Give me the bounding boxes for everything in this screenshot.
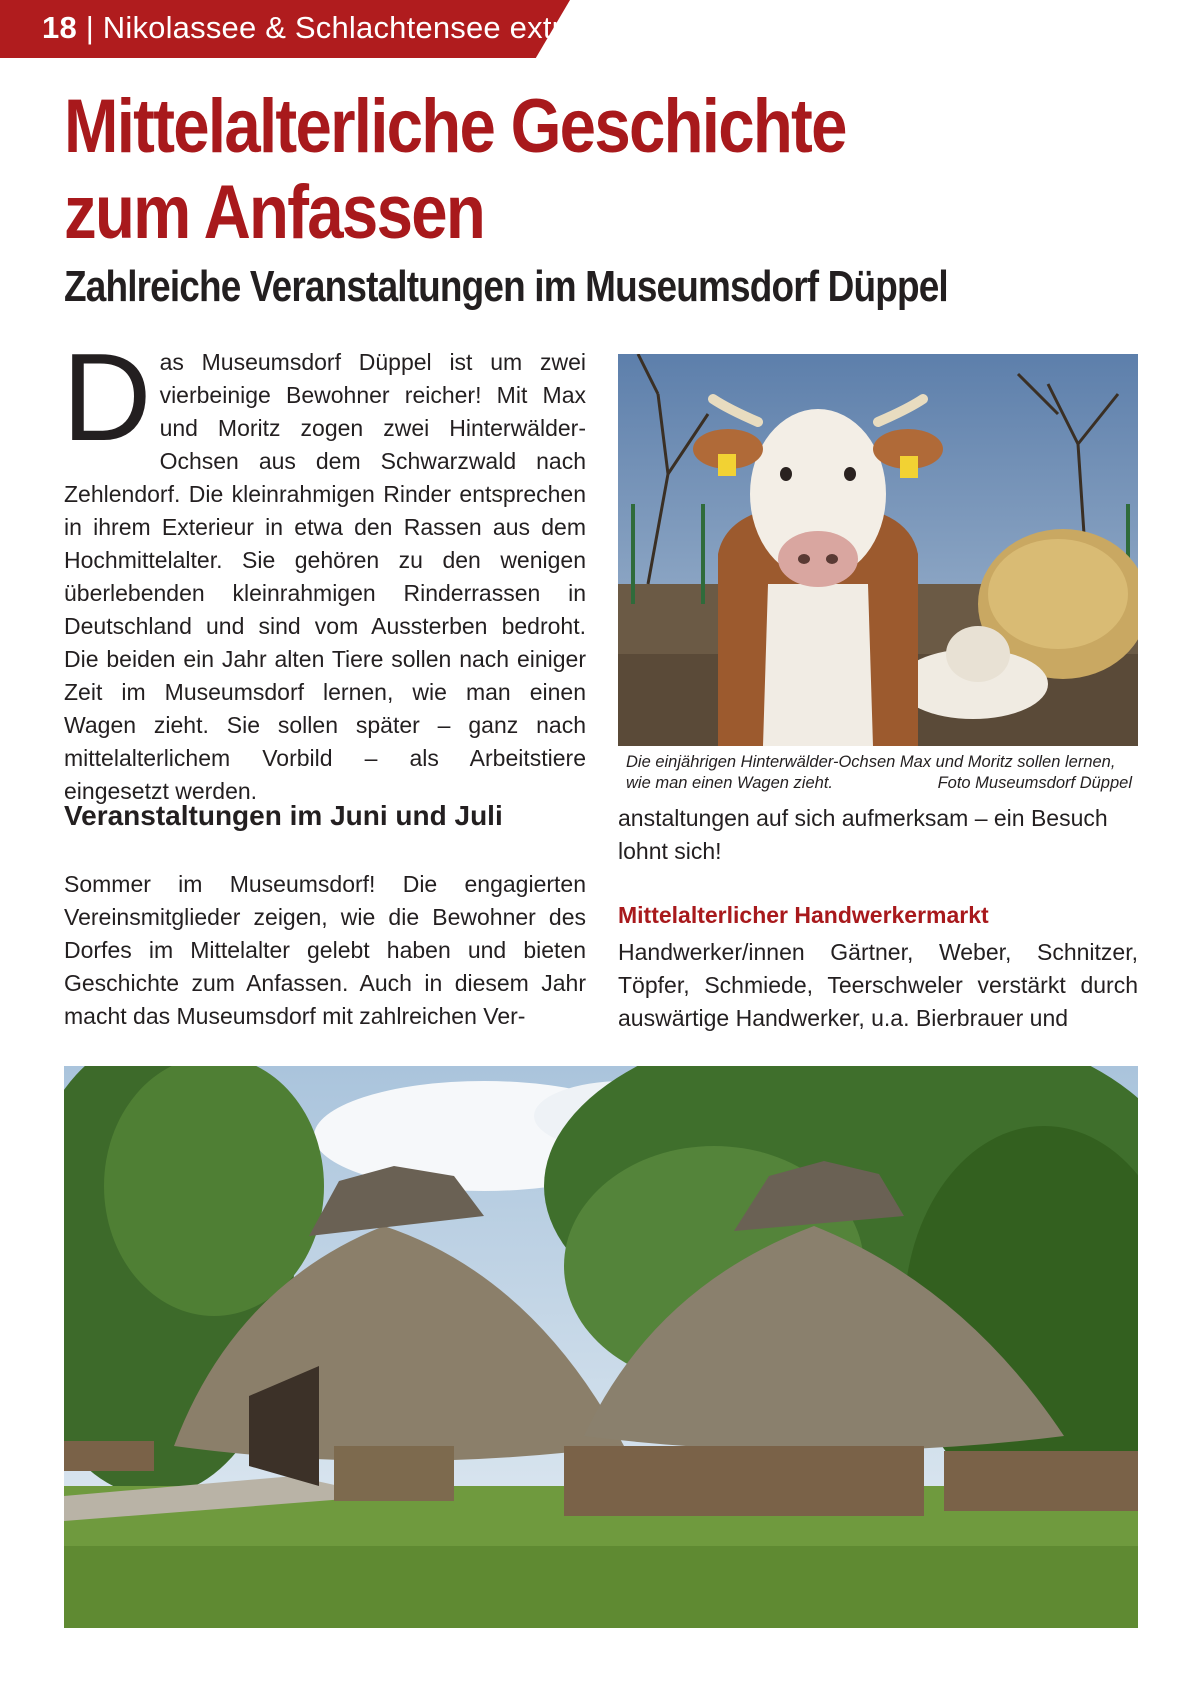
- page-subtitle: Zahlreiche Veranstaltungen im Museumsdorf Düppel: [64, 262, 948, 311]
- events-heading: Veranstaltungen im Juni und Juli: [64, 800, 503, 831]
- market-paragraph: [618, 936, 1138, 1035]
- events-text: Sommer im Museumsdorf! Die engagierten Vereinsmitglieder zeigen, wie die Bewohner des Dorfes im Mittelalter gelebt haben und bieten Geschichte zum Anfassen. Auch in diesem Jahr macht das Museumsdorf mit zahlreichen Ver-: [64, 871, 586, 1029]
- oxen-photo: [618, 354, 1138, 746]
- header-separator: |: [76, 10, 103, 45]
- market-heading: Mittelalterlicher Handwerkermarkt: [618, 902, 989, 928]
- events-continuation: [618, 802, 1138, 868]
- drop-cap: D: [62, 329, 152, 467]
- title-line-1: Mittelalterliche Geschichte: [64, 84, 846, 169]
- intro-text: as Museumsdorf Düppel ist um zwei vierbeinige Bewohner reicher! Mit Max und Moritz zogen zwei Hinterwälder-Ochsen aus dem Schwarzwald nach Zehlendorf. Die kleinrahmigen Rinder entsprechen in ihrem Exterieur in etwa den Rassen aus dem Hochmittelalter. Sie gehören zu den wenigen überlebenden kleinrahmigen Rinderrassen in Deutschland und sind vom Aussterben bedroht. Die beiden ein Jahr alten Tiere sollen nach einiger Zeit im Museumsdorf lernen, wie man einen Wagen zieht. Sie sollen später – ganz nach mittelalterlichem Vorbild – als Arbeitstiere eingesetzt werden.: [64, 349, 586, 804]
- caption-text: Die einjährigen Hinterwälder-Ochsen Max und Moritz sollen lernen, wie man einen Wagen zieht.: [626, 753, 1116, 792]
- events-continuation-text: anstaltungen auf sich aufmerksam – ein Besuch lohnt sich!: [618, 805, 1108, 864]
- header-section: Nikolassee & Schlachtensee extra: [102, 10, 580, 45]
- page-header: [42, 10, 580, 46]
- photo-caption: [626, 752, 1132, 794]
- intro-paragraph: [62, 329, 586, 808]
- events-paragraph: [64, 868, 586, 1033]
- huts-photo: [64, 1066, 1138, 1628]
- title-line-2: zum Anfassen: [64, 170, 485, 255]
- page-title: [64, 84, 924, 256]
- market-text: Handwerker/innen Gärtner, Weber, Schnitzer, Töpfer, Schmiede, Teerschweler verstärkt durch auswärtige Handwerker, u.a. Bierbrauer und: [618, 939, 1138, 1031]
- photo-credit: Foto Museumsdorf Düppel: [937, 774, 1132, 792]
- page-number: 18: [42, 10, 77, 45]
